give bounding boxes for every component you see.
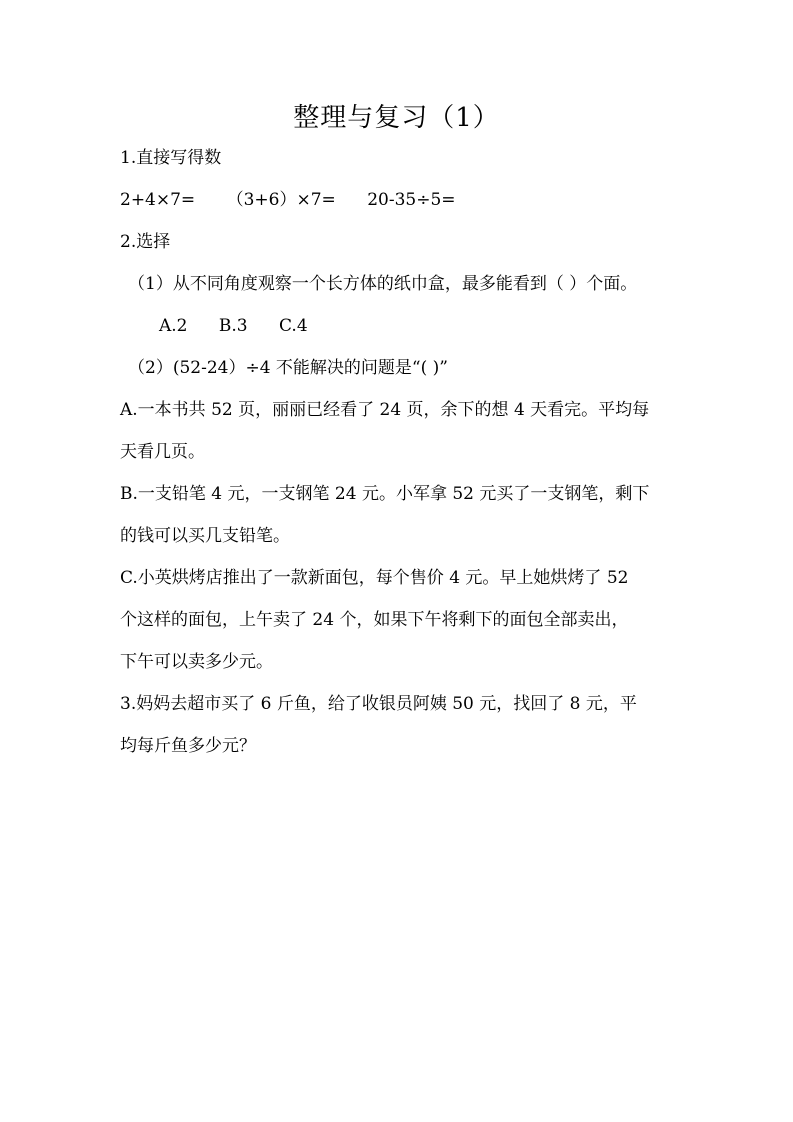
option-c-line-3: 下午可以卖多少元。 [120, 652, 273, 672]
option-c: C.4 [279, 316, 308, 336]
question-1-heading: 1.直接写得数 [120, 148, 222, 168]
option-b-line-2: 的钱可以买几支铅笔。 [120, 526, 290, 546]
option-a-line-2: 天看几页。 [120, 442, 205, 462]
question-3-line-2: 均每斤鱼多少元？ [120, 736, 256, 756]
expression-3: 20-35÷5= [367, 190, 456, 210]
question-2-heading: 2.选择 [120, 232, 171, 252]
option-a-line-1: A.一本书共 52 页，丽丽已经看了 24 页，余下的想 4 天看完。平均每 [120, 400, 650, 420]
question-1-expressions [120, 188, 482, 212]
page-title: 整理与复习（1） [293, 103, 500, 133]
option-b-line-1: B.一支铅笔 4 元，一支钢笔 24 元。小军拿 52 元买了一支钢笔，剩下 [120, 484, 650, 504]
expression-1: 2+4×7= [120, 190, 196, 210]
question-2-sub-2: （2）(52-24）÷4 不能解决的问题是“( )” [128, 358, 448, 378]
question-2-sub-1-options [159, 314, 334, 338]
option-c-line-2: 个这样的面包，上午卖了 24 个，如果下午将剩下的面包全部卖出， [120, 610, 629, 630]
option-a: A.2 [159, 316, 188, 336]
option-c-line-1: C.小英烘烤店推出了一款新面包，每个售价 4 元。早上她烘烤了 52 [120, 568, 629, 588]
question-2-sub-1: （1）从不同角度观察一个长方体的纸巾盒，最多能看到（ ）个面。 [128, 274, 638, 294]
question-3-line-1: 3.妈妈去超市买了 6 斤鱼，给了收银员阿姨 50 元，找回了 8 元，平 [120, 694, 637, 714]
option-b: B.3 [218, 316, 248, 336]
expression-2: （3+6）×7= [226, 190, 336, 210]
